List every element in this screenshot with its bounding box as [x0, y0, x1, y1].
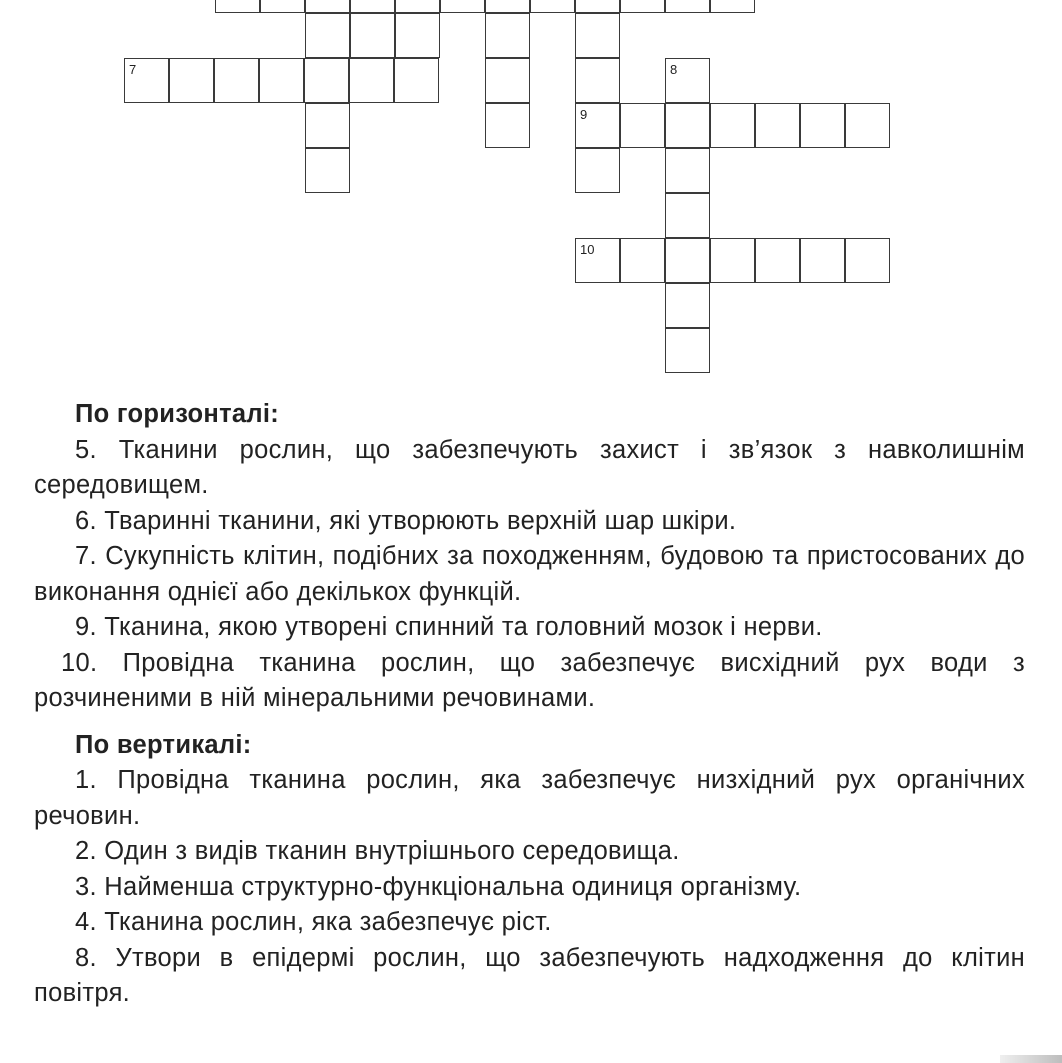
clue-text: Сукупність клітин, подібних за походженням, будовою та пристосованих до виконання однієї або декількох функцій. — [34, 542, 1026, 606]
clue-text: Утвори в епідермі рослин, що забезпечують надходження до клітин повітря. — [34, 943, 1025, 1007]
crossword-cell — [845, 103, 890, 148]
clue-text: Тканина рослин, яка забезпечує ріст. — [104, 908, 552, 936]
crossword-cell — [395, 13, 440, 58]
clue-number: 3. — [75, 872, 97, 901]
crossword-cell — [214, 58, 259, 103]
across-clue-9 — [34, 610, 1025, 646]
crossword-cell — [575, 13, 620, 58]
crossword-number-7: 7 — [129, 62, 137, 77]
crossword-cell — [575, 148, 620, 193]
crossword-cell — [665, 148, 710, 193]
crossword-cell — [260, 0, 305, 13]
crossword-cell — [485, 58, 530, 103]
crossword-cell — [575, 0, 620, 13]
crossword-cell — [755, 238, 800, 283]
down-clue-1 — [34, 763, 1025, 834]
crossword-cell — [665, 238, 710, 283]
down-clue-3 — [34, 870, 1025, 906]
page-corner-tab — [1000, 1055, 1062, 1063]
clue-number: 7. — [75, 542, 97, 570]
crossword-cell — [485, 103, 530, 148]
crossword-cell — [304, 58, 349, 103]
crossword-cell — [305, 0, 350, 13]
crossword-cell — [169, 58, 214, 103]
crossword-number-9: 9 — [580, 107, 588, 122]
crossword-cell — [350, 0, 395, 13]
crossword-cell — [665, 328, 710, 373]
crossword-cell — [665, 103, 710, 148]
crossword-cell — [305, 13, 350, 58]
clue-number: 5. — [75, 435, 97, 464]
crossword-cell — [530, 0, 575, 13]
crossword-cell — [305, 103, 350, 148]
clue-text: Провідна тканина рослин, що забезпечує висхідний рух води з розчиненими в ній мінеральними речовинами. — [34, 648, 1025, 712]
crossword-cell — [259, 58, 304, 103]
crossword-cell — [755, 103, 800, 148]
crossword-cell — [440, 0, 485, 13]
crossword-cell — [845, 238, 890, 283]
crossword-cell — [395, 0, 440, 13]
clue-number: 4. — [75, 908, 97, 936]
crossword-cell — [710, 238, 755, 283]
clue-text: Тваринні тканини, які утворюють верхній шар шкіри. — [104, 506, 737, 535]
crossword-cell — [665, 0, 710, 13]
crossword-cell — [575, 58, 620, 103]
clue-number: 8. — [75, 943, 97, 972]
down-heading: По вертикалі: — [75, 730, 252, 759]
crossword-cell — [710, 103, 755, 148]
clue-text: Тканини рослин, що забезпечують захист і зв’язок з навколишнім середовищем. — [34, 435, 1025, 499]
across-clue-5 — [34, 433, 1025, 504]
crossword-number-10: 10 — [580, 242, 595, 257]
clue-text: Провідна тканина рослин, яка забезпечує низхідний рух органічних речовин. — [34, 766, 1025, 830]
crossword-cell — [485, 13, 530, 58]
crossword-cell — [620, 0, 665, 13]
crossword-cell — [710, 0, 755, 13]
across-clue-6 — [34, 504, 1025, 540]
clues-section — [0, 397, 1062, 1012]
clue-number: 10. — [61, 648, 98, 677]
down-clue-2 — [34, 834, 1025, 870]
crossword-cell — [620, 103, 665, 148]
crossword-cell — [800, 103, 845, 148]
across-heading: По горизонталі: — [75, 400, 280, 428]
crossword-cell — [349, 58, 394, 103]
across-clue-7 — [34, 539, 1025, 610]
clue-text: Тканина, якою утворені спинний та головний мозок і нерви. — [104, 613, 823, 641]
clue-text: Найменша структурно-функціональна одиниця організму. — [104, 872, 802, 901]
crossword-number-8: 8 — [670, 62, 678, 77]
down-clue-4 — [34, 905, 1025, 941]
crossword-cell — [800, 238, 845, 283]
crossword-grid — [0, 0, 1062, 380]
clue-text: Один з видів тканин внутрішнього середовища. — [104, 837, 680, 865]
clue-number: 1. — [75, 766, 97, 794]
crossword-cell — [485, 0, 530, 13]
crossword-cell — [665, 283, 710, 328]
crossword-cell — [665, 193, 710, 238]
crossword-cell — [620, 238, 665, 283]
crossword-cell — [394, 58, 439, 103]
crossword-cell — [350, 13, 395, 58]
clue-number: 2. — [75, 837, 97, 865]
across-clue-10 — [34, 646, 1025, 717]
down-clue-8 — [34, 941, 1025, 1012]
crossword-cell — [215, 0, 260, 13]
clue-number: 9. — [75, 613, 97, 641]
clue-number: 6. — [75, 506, 97, 535]
crossword-cell — [305, 148, 350, 193]
